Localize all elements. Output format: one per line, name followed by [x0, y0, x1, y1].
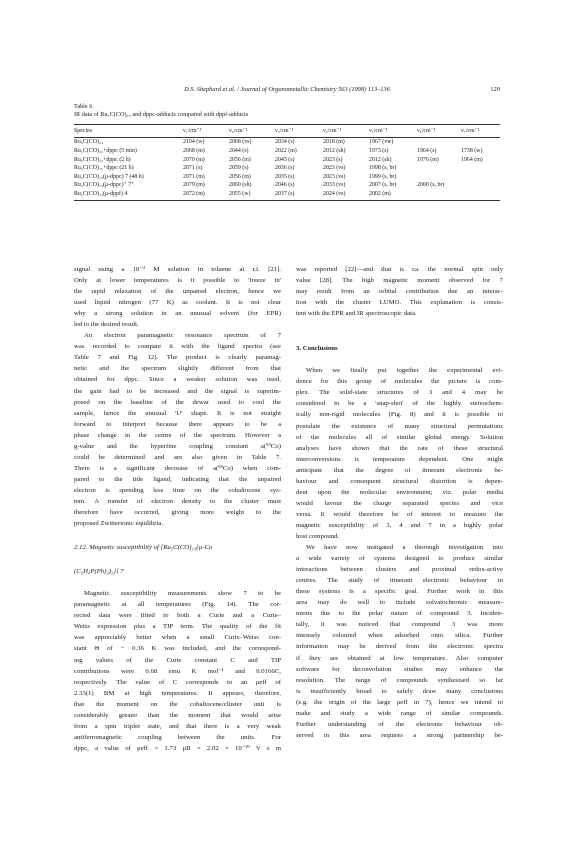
text-line: netic and the spectrum slightly different from that: [74, 365, 281, 373]
frequency-cell: 2045 (s): [275, 156, 295, 163]
running-title: D.S. Shephard et al. / Journal of Organometallic Chemistry 563 (1998) 113–136: [184, 86, 390, 93]
frequency-cell: 2023 (vs): [323, 165, 346, 172]
text-line: these systems is a specific goal. Further work in this: [296, 588, 503, 596]
species-cell: Ru₅C(CO)₁₃(μ-dppf) 4: [74, 190, 128, 197]
text-line: ments due to the polar nature of compound 3. Inciden-: [296, 610, 503, 618]
column-header: ν₄/cm⁻¹: [323, 127, 342, 134]
text-line: area may do well to include solvatochromic measure-: [296, 599, 503, 607]
frequency-cell: 2018 (m): [323, 138, 345, 145]
text-line: intensely coloured when adsorbed onto silica. Further: [296, 632, 503, 640]
frequency-cell: 2059 (s): [229, 165, 249, 172]
table-label: Table 6: [74, 103, 93, 110]
text-line: dppc, a value of μeff = 1.73 μB = 2.02 × 10⁻²⁹ V s m: [74, 744, 281, 752]
frequency-cell: 2079 (m): [183, 182, 205, 189]
column-header: ν₁/cm⁻¹: [183, 127, 202, 134]
text-line: the rapid relaxation of the unpaired electron, hence we: [74, 288, 281, 296]
frequency-cell: 2034 (s): [275, 138, 295, 145]
frequency-cell: 2007 (s, br): [369, 182, 397, 189]
frequency-cell: 2071 (s): [183, 165, 203, 172]
text-line: sample, hence the unusual 'U' shape. It is not straight: [74, 409, 281, 417]
frequency-cell: 2068 (m): [183, 148, 205, 154]
frequency-cell: 2072 (m): [183, 190, 205, 197]
frequency-cell: [461, 190, 500, 199]
text-line: anticipate that the degree of itinerant electronic be-: [296, 466, 503, 474]
text-line: pared to the title ligand, indicating that the unpaired: [74, 475, 281, 483]
column-header: ν₂/cm⁻¹: [229, 127, 248, 134]
column-header: ν₃/cm⁻¹: [275, 127, 294, 134]
page-number: 129: [490, 86, 500, 93]
ir-data-table: [74, 125, 500, 199]
table-bottom-rule: [74, 200, 500, 201]
column-header: ν₇/cm⁻¹: [461, 127, 480, 134]
frequency-cell: 2060 (sh): [229, 182, 252, 189]
text-line: host compound.: [296, 532, 340, 540]
text-line: Weiss expression plus a TIP term. The quality of the fit: [74, 623, 281, 631]
frequency-cell: 2035 (s): [275, 173, 295, 180]
frequency-cell: 2055 (w): [229, 190, 251, 197]
frequency-cell: [461, 173, 500, 182]
table-row: [74, 147, 500, 156]
frequency-cell: 2056 (m): [229, 173, 251, 180]
frequency-cell: 1999 (s, br): [369, 173, 397, 180]
frequency-cell: 2002 (m): [369, 190, 391, 197]
species-cell: Ru₅C(CO)₁₅+dppc (2 h): [74, 156, 131, 163]
text-line: make and study a wide range of similar compounds.: [296, 709, 503, 717]
text-line: respectively. The value of C corresponds to an μeff of: [74, 678, 281, 686]
table-row: [74, 181, 500, 190]
frequency-cell: 2023 (s): [323, 156, 343, 163]
species-cell: Ru₅C(CO)₁₃(μ-dppc)⁺ 7⁺: [74, 182, 135, 189]
text-line: When we finally put together the experimental evi-: [306, 367, 503, 375]
text-line: versa. It would therefore be of interest to measure the: [296, 510, 503, 518]
text-line: value [28]. The high magnetic moment observed for 7: [296, 277, 503, 285]
frequency-cell: [417, 190, 461, 199]
frequency-cell: 2071 (m): [183, 173, 205, 180]
text-line: An electron paramagnetic resonance spectrum of 7: [84, 332, 281, 340]
table-row: [74, 173, 500, 182]
text-line: haviour and consequent structural distortion is depen-: [296, 477, 503, 485]
table-caption: IR data of Ru₅C(CO)₁₅ and dppc-adducts compared with dppf-adducts: [74, 111, 249, 118]
text-line: There is a significant decrease of a(⁵⁹Co) when com-: [74, 464, 281, 472]
frequency-cell: 2036 (s): [275, 165, 295, 172]
text-line: tem. A transfer of electron density to the cluster must: [74, 497, 281, 505]
frequency-cell: [417, 164, 461, 173]
frequency-cell: 2000 (s, br): [417, 182, 445, 189]
text-line: contributions were 0.68 emu K mol⁻¹ and 0.0166C,: [74, 667, 281, 675]
text-line: that the moment on the cobaltocene/cluster unit is: [74, 700, 281, 708]
frequency-cell: 2104 (w): [183, 138, 205, 145]
text-line: information may be derived from the electronic spectra: [296, 643, 503, 651]
text-line: Magnetic susceptibility measurements show 7 to be: [84, 590, 281, 598]
text-line: resolution. The range of compounds synthesised so far: [296, 676, 503, 684]
frequency-cell: 1738 (w): [461, 148, 483, 154]
text-line: would favour the charge separated species and vice: [296, 499, 503, 507]
text-line: plex. The solid-state structures of 3 and 4 may be: [296, 389, 503, 397]
text-line: interactions between clusters and proximal redox-active: [296, 566, 503, 574]
text-line: ing values of the Curie constant C and TIP: [74, 656, 281, 664]
species-cell: Ru₅C(CO)₁₃(μ-dppc) 7 (48 h): [74, 173, 144, 180]
text-line: dent upon the molecular environment; viz. polar media: [296, 488, 503, 496]
text-line: could be determined and are also given in Table 7.: [74, 453, 281, 461]
text-line: interconversions is temperature dependent. One might: [296, 455, 503, 463]
right-text-column: [296, 264, 503, 741]
frequency-cell: [417, 173, 461, 182]
frequency-cell: 2056 (m): [229, 156, 251, 163]
text-line: was reported [22]—and that is ca. the normal spin only: [296, 266, 503, 273]
table-row: [74, 156, 500, 165]
text-line: considerably greater than the moment that would arise: [74, 711, 281, 719]
text-line: therefore have occurred, giving more weight to the: [74, 509, 281, 517]
frequency-cell: [417, 137, 461, 147]
frequency-cell: [461, 164, 500, 173]
text-line: analyses have shown that the rate of these structural: [296, 444, 503, 452]
text-line: phase change in the centre of the spectrum. However a: [74, 431, 281, 439]
column-header: ν₆/cm⁻¹: [417, 127, 436, 134]
frequency-cell: 2046 (s): [275, 182, 295, 189]
section-heading: 2.12. Magnetic susceptibility of [Ru₅C(CO)₁₃{μ-Co: [74, 544, 213, 552]
frequency-cell: 2024 (vs): [323, 190, 346, 197]
frequency-cell: 1967 (vw): [369, 138, 394, 145]
frequency-cell: 2012 (sh): [369, 156, 392, 163]
text-line: 2.33(1) BM at high temperatures. It appears, therefore,: [74, 689, 281, 697]
species-cell: Ru₅C(CO)₁₅+dppc (5 min): [74, 148, 137, 154]
text-line: paramagnetic at all temperatures (Fig. 14). The cor-: [74, 601, 281, 609]
text-line: signal using a 10⁻³ M solution in toluene at r.t. [21].: [74, 266, 281, 273]
text-line: Only at lower temperatures is it possible to 'freeze in': [74, 277, 281, 285]
text-line: of the molecules all of similar global energy. Solution: [296, 433, 503, 441]
frequency-cell: 1964 (s): [417, 148, 437, 154]
column-header: ν₅/cm⁻¹: [369, 127, 388, 134]
table-body: [74, 137, 500, 199]
text-line: was appreciably better when a small Curie–Weiss con-: [74, 634, 281, 642]
text-line: centres. The study of itinerant electronic behaviour in: [296, 577, 503, 585]
text-line: antiferromagnetic coupling between the units. For: [74, 733, 281, 741]
frequency-cell: [461, 137, 500, 147]
text-line: why a strong solution in an unusual solvent (for EPR): [74, 310, 281, 318]
frequency-cell: 2044 (s): [229, 148, 249, 154]
text-line: rected data were fitted to both a Curie and a Curie–: [74, 612, 281, 620]
text-line: postulate the existence of many structural permutations: [296, 422, 503, 430]
frequency-cell: 1976 (m): [417, 156, 439, 163]
frequency-cell: 2023 (vs): [323, 173, 346, 180]
text-line: from a spin triplet state, and that there is a very weak: [74, 722, 281, 730]
frequency-cell: 2022 (m): [275, 148, 297, 154]
text-line: tent with the EPR and IR spectroscopic data.: [296, 310, 417, 318]
text-line: is insufficiently broad to safely draw many conclusions: [296, 687, 503, 695]
section-heading: (C₅H₄P(Ph)₂)₂}] 7: [74, 568, 124, 576]
text-line: electron is spending less time on the cobaltocene sys-: [74, 486, 281, 494]
frequency-cell: [461, 181, 500, 190]
species-cell: Ru₅C(CO)₁₅: [74, 138, 104, 145]
text-line: posed on the baseline of the dewar used to cool the: [74, 398, 281, 406]
frequency-cell: 1964 (m): [461, 156, 483, 163]
left-text-column: [74, 264, 281, 754]
text-line: served in this area requires a strong partnership be-: [296, 731, 503, 739]
text-line: ically non-rigid molecules (Fig. 8) and it is possible to: [296, 411, 503, 419]
text-line: We have now instigated a thorough investigation into: [306, 544, 503, 552]
text-line: led to the desired result.: [74, 321, 139, 329]
text-line: considered to be a 'snap-shot' of the highly stereochem-: [296, 400, 503, 408]
frequency-cell: 2068 (vs): [229, 138, 252, 145]
text-line: tally, it was noticed that compound 3 was more: [296, 621, 503, 629]
table-header-row: [74, 125, 500, 137]
text-line: obtained for dppc. Since a weaker solution was used,: [74, 376, 281, 384]
frequency-cell: 2012 (sh): [323, 148, 346, 154]
frequency-cell: 2037 (s): [275, 190, 295, 197]
text-line: forward to interpret because there appears to be a: [74, 420, 281, 428]
text-line: stant Θ of − 0.36 K was included, and the correspond-: [74, 645, 281, 653]
species-cell: Ru₅C(CO)₁₅+dppc (21 h): [74, 165, 134, 172]
column-header: Species: [74, 127, 92, 134]
text-line: dence for this group of molecules the picture is com-: [296, 378, 503, 386]
table-row: [74, 137, 500, 147]
text-line: used liquid nitrogen (77 K) as coolant. It is not clear: [74, 299, 281, 307]
text-line: Table 7 and Fig. 12). The product is clearly paramag-: [74, 354, 281, 362]
text-line: (e.g. the origin of the large μeff in 7), hence we intend to: [296, 698, 503, 706]
text-line: a wide variety of systems designed to produce similar: [296, 555, 503, 563]
running-header: [74, 86, 500, 98]
text-line: tion with the cluster LUMO. This explanation is consis-: [296, 299, 503, 307]
frequency-cell: 1998 (s, br): [369, 165, 397, 172]
frequency-cell: 2033 (vs): [323, 182, 346, 189]
text-line: g-value and the hyperfine coupling constant a(⁵⁹Co): [74, 442, 281, 450]
text-line: magnetic susceptibility of 3, 4 and 7 in a highly polar: [296, 521, 503, 529]
text-line: was recorded to compare it with the ligand spectra (see: [74, 343, 281, 351]
text-line: software for deconvolution studies may enhance the: [296, 665, 503, 673]
text-line: if they are obtained at low temperature. Also computer: [296, 654, 503, 662]
frequency-cell: 2070 (m): [183, 156, 205, 163]
table-row: [74, 164, 500, 173]
frequency-cell: 1973 (s): [369, 148, 389, 154]
table-row: [74, 190, 500, 199]
text-line: Further understanding of the electronic behaviour ob-: [296, 720, 503, 728]
text-line: may result from an orbital contribution due an interac-: [296, 288, 503, 296]
text-line: proposed Zwitterionic equilibria.: [74, 520, 164, 528]
section-heading: 3. Conclusions: [296, 345, 338, 353]
text-line: the gain had to be increased and the signal is superim-: [74, 387, 281, 395]
